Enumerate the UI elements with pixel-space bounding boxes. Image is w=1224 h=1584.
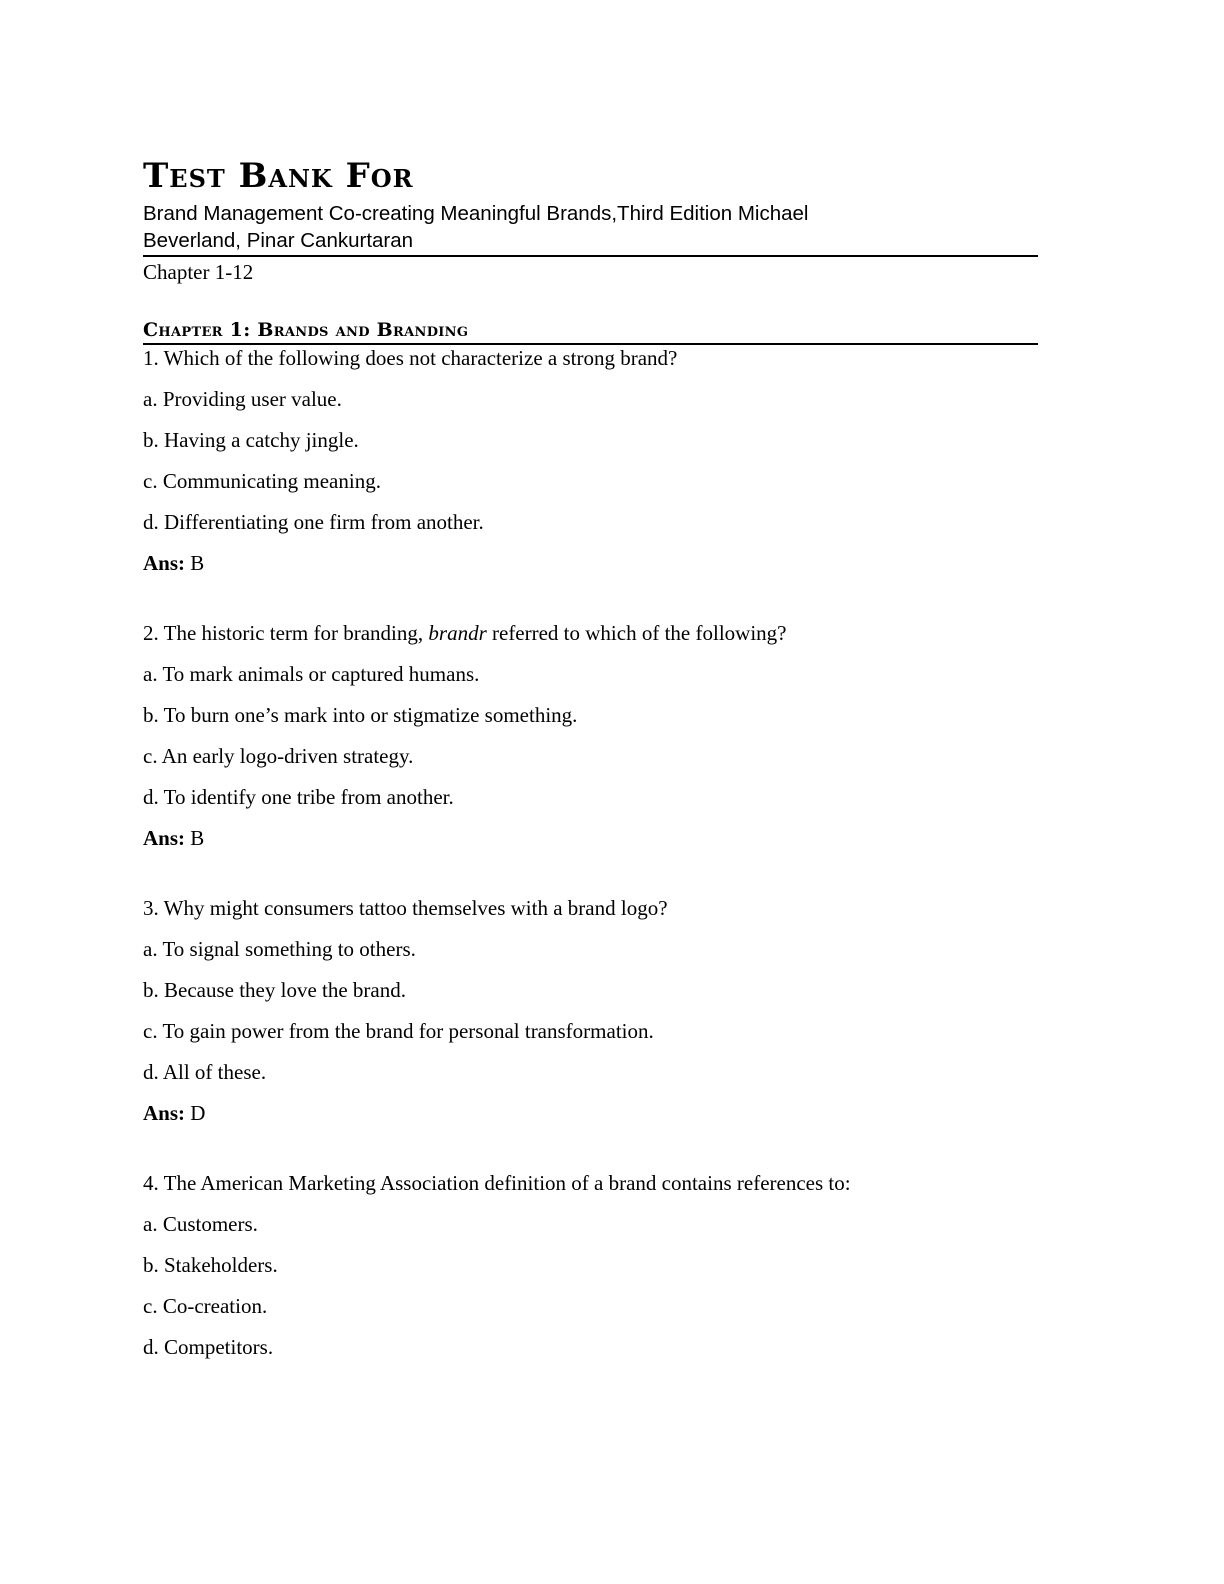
question-stem: 1. Which of the following does not characterize a strong brand? xyxy=(143,346,678,370)
answer-option: a. To mark animals or captured humans. xyxy=(143,662,480,686)
answer-label: Ans: xyxy=(143,826,186,850)
answer-value: B xyxy=(190,826,205,850)
answer-value: B xyxy=(190,551,205,575)
document-page xyxy=(143,152,1038,1361)
answer-option: d. Differentiating one firm from another. xyxy=(143,510,484,534)
answer-label: Ans: xyxy=(143,551,186,575)
document-title: Test Bank For xyxy=(143,156,414,196)
question-stem-text: referred to which of the following? xyxy=(486,621,787,645)
question-spacer xyxy=(143,852,1038,893)
answer-option: c. An early logo-driven strategy. xyxy=(143,744,414,768)
answer-value: D xyxy=(190,1101,206,1125)
question-stem-italic-term: brandr xyxy=(428,621,487,645)
question-stem-text: 2. The historic term for branding, xyxy=(143,621,429,645)
book-title-line-2: Beverland, Pinar Cankurtaran xyxy=(143,229,414,252)
answer-key xyxy=(143,550,1038,577)
answer-option: c. To gain power from the brand for personal transformation. xyxy=(143,1019,654,1043)
answer-option: a. To signal something to others. xyxy=(143,937,416,961)
question-stem xyxy=(143,620,1038,647)
chapter-range: Chapter 1-12 xyxy=(143,260,254,284)
question-1 xyxy=(143,345,1038,577)
answer-option: d. All of these. xyxy=(143,1060,267,1084)
answer-label: Ans: xyxy=(143,1101,186,1125)
answer-option: b. Because they love the brand. xyxy=(143,978,406,1002)
answer-option: b. Having a catchy jingle. xyxy=(143,428,359,452)
chapter-heading: Chapter 1: Brands and Branding xyxy=(143,317,1038,345)
answer-option: b. To burn one’s mark into or stigmatize something. xyxy=(143,703,578,727)
answer-option: a. Providing user value. xyxy=(143,387,342,411)
answer-option: a. Customers. xyxy=(143,1212,258,1236)
question-3 xyxy=(143,895,1038,1127)
question-spacer xyxy=(143,1127,1038,1168)
question-4 xyxy=(143,1170,1038,1361)
answer-option: c. Co-creation. xyxy=(143,1294,268,1318)
question-stem: 4. The American Marketing Association definition of a brand contains references to: xyxy=(143,1171,851,1195)
answer-key xyxy=(143,825,1038,852)
question-spacer xyxy=(143,577,1038,618)
question-stem: 3. Why might consumers tattoo themselves with a brand logo? xyxy=(143,896,668,920)
answer-option: d. To identify one tribe from another. xyxy=(143,785,454,809)
answer-option: d. Competitors. xyxy=(143,1335,274,1359)
question-2 xyxy=(143,620,1038,852)
answer-option: c. Communicating meaning. xyxy=(143,469,381,493)
answer-key xyxy=(143,1100,1038,1127)
book-title-line-1: Brand Management Co-creating Meaningful Brands,Third Edition Michael xyxy=(143,202,809,225)
answer-option: b. Stakeholders. xyxy=(143,1253,278,1277)
book-title xyxy=(143,200,1038,257)
